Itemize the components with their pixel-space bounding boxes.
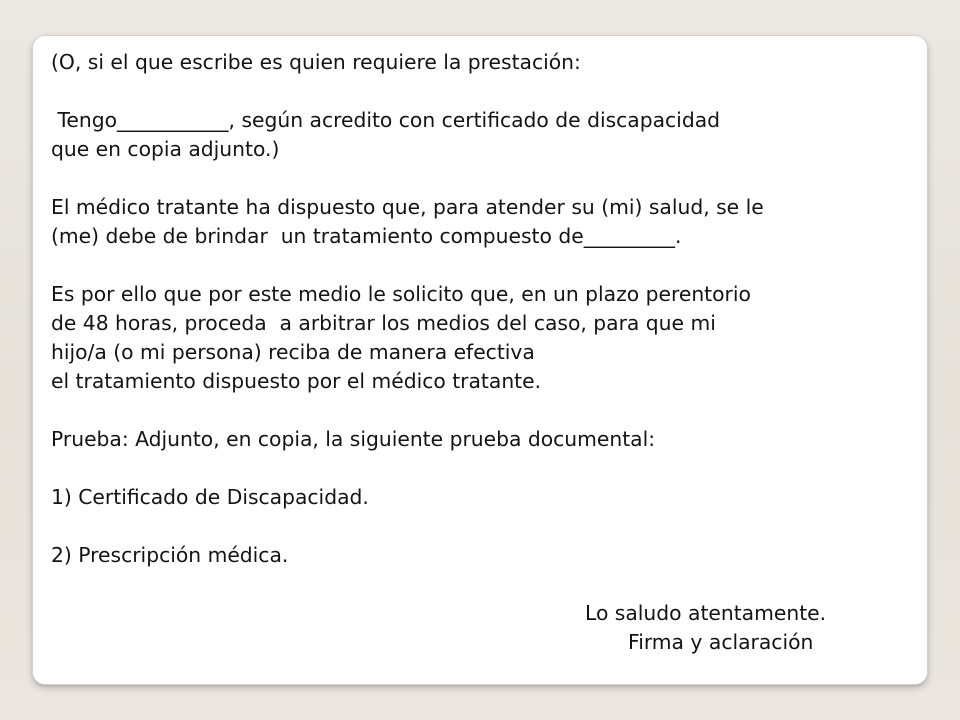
letter-request-line: Es por ello que por este medio le solicito que, en un plazo perentorio (51, 282, 751, 306)
letter-treatment-line-2: (me) debe de brindar un tratamiento compuesto de_________. (51, 224, 682, 248)
letter-body (51, 48, 911, 657)
letter-intro-line: (O, si el que escribe es quien requiere la prestación: (51, 50, 581, 74)
letter-request-line-2: de 48 horas, proceda a arbitrar los medios del caso, para que mi (51, 311, 716, 335)
evidence-item-1: 1) Certificado de Discapacidad. (51, 485, 369, 509)
paragraph-gap (51, 570, 911, 599)
paragraph-gap (51, 396, 911, 425)
paragraph-gap (51, 164, 911, 193)
paragraph-gap (51, 251, 911, 280)
closing-text: Lo saludo atentamente. (585, 601, 827, 625)
letter-treatment-line: El médico tratante ha dispuesto que, para atender su (mi) salud, se le (51, 195, 764, 219)
letter-condition-line: Tengo___________, según acredito con certificado de discapacidad (51, 108, 720, 132)
letter-request-line-4: el tratamiento dispuesto por el médico tratante. (51, 369, 542, 393)
paragraph-gap (51, 512, 911, 541)
letter-evidence-line: Prueba: Adjunto, en copia, la siguiente prueba documental: (51, 427, 656, 451)
signature-label: Firma y aclaración (628, 630, 814, 654)
evidence-item-2: 2) Prescripción médica. (51, 543, 289, 567)
letter-condition-line-2: que en copia adjunto.) (51, 137, 280, 161)
paragraph-gap (51, 454, 911, 483)
paragraph-gap (51, 77, 911, 106)
letter-request-line-3: hijo/a (o mi persona) reciba de manera efectiva (51, 340, 535, 364)
